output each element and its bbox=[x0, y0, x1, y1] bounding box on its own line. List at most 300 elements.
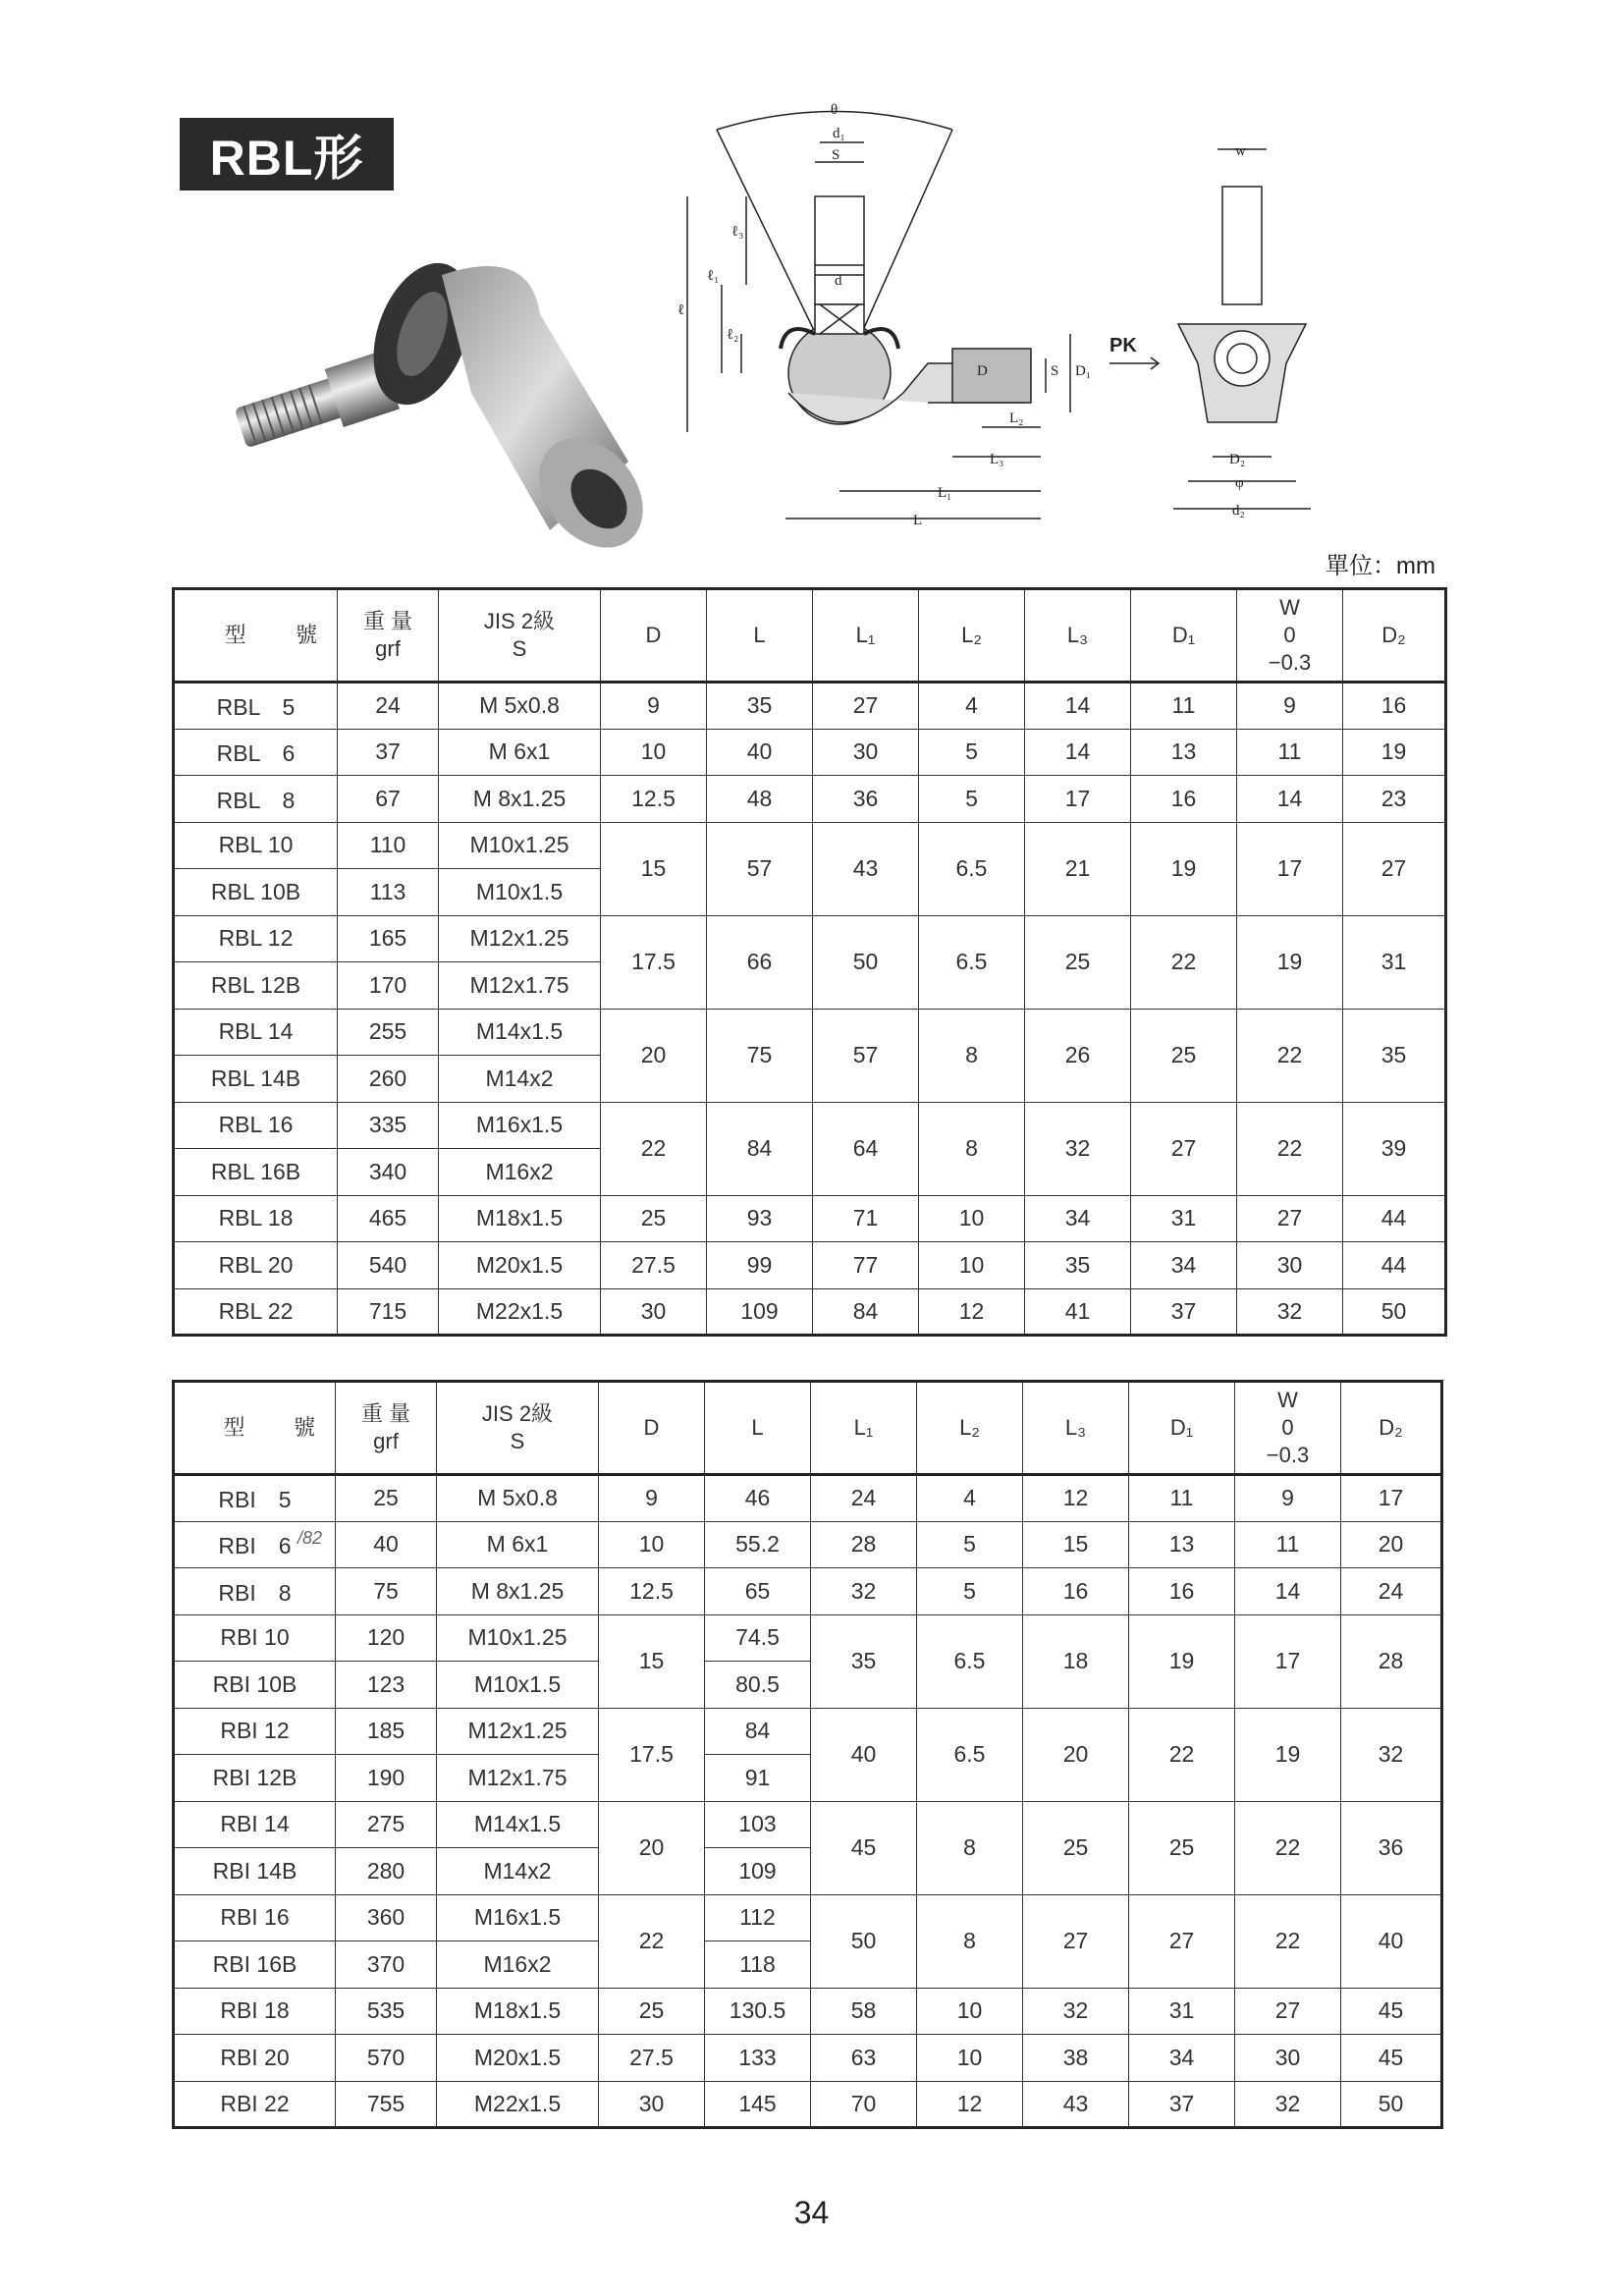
D-cell: 27.5 bbox=[601, 1242, 707, 1289]
model-cell: RBL 14B bbox=[174, 1056, 338, 1103]
svg-text:S: S bbox=[1051, 363, 1059, 379]
W-cell: 9 bbox=[1235, 1475, 1341, 1522]
D1-cell: 16 bbox=[1129, 1568, 1235, 1615]
thread-cell: M 6x1 bbox=[437, 1521, 599, 1568]
weight-cell: 535 bbox=[336, 1988, 437, 2035]
thread-cell: M12x1.75 bbox=[437, 1755, 599, 1802]
W-cell: 19 bbox=[1235, 1708, 1341, 1801]
weight-cell: 75 bbox=[336, 1568, 437, 1615]
L-cell: 99 bbox=[707, 1242, 813, 1289]
L2-cell: 6.5 bbox=[919, 915, 1025, 1009]
L1-cell: 57 bbox=[813, 1009, 919, 1102]
unit-label: 單位：mm bbox=[1325, 553, 1435, 579]
weight-cell: 335 bbox=[338, 1102, 439, 1149]
D2-cell: 20 bbox=[1341, 1521, 1442, 1568]
svg-text:w: w bbox=[1235, 143, 1246, 159]
weight-cell: 24 bbox=[338, 683, 439, 730]
svg-text:D₁: D₁ bbox=[1075, 363, 1092, 379]
model-cell: RBL 16B bbox=[174, 1149, 338, 1196]
model-cell: RBL 8 bbox=[174, 776, 338, 823]
D-cell: 12.5 bbox=[601, 776, 707, 823]
model-cell: RBI 12 bbox=[174, 1708, 336, 1755]
model-cell: RBI 18 bbox=[174, 1988, 336, 2035]
L2-cell: 8 bbox=[917, 1894, 1023, 1988]
L-cell: 48 bbox=[707, 776, 813, 823]
D-cell: 20 bbox=[601, 1009, 707, 1102]
L2-cell: 8 bbox=[919, 1009, 1025, 1102]
D-cell: 10 bbox=[601, 729, 707, 776]
svg-text:D: D bbox=[977, 363, 988, 379]
D2-cell: 36 bbox=[1341, 1801, 1442, 1894]
L-cell: 130.5 bbox=[705, 1988, 811, 2035]
D1-cell: 27 bbox=[1129, 1894, 1235, 1988]
L-cell: 66 bbox=[707, 915, 813, 1009]
header-L3: L₃ bbox=[1025, 589, 1131, 683]
D-cell: 25 bbox=[599, 1988, 705, 2035]
header-thread: JIS 2級 S bbox=[437, 1382, 599, 1475]
L3-cell: 17 bbox=[1025, 776, 1131, 823]
L3-cell: 14 bbox=[1025, 729, 1131, 776]
L-cell: 145 bbox=[705, 2081, 811, 2128]
weight-cell: 370 bbox=[336, 1941, 437, 1989]
D2-cell: 16 bbox=[1343, 683, 1446, 730]
W-cell: 30 bbox=[1235, 2035, 1341, 2082]
model-cell: RBL 22 bbox=[174, 1288, 338, 1336]
weight-cell: 360 bbox=[336, 1894, 437, 1941]
header-L2: L₂ bbox=[919, 589, 1025, 683]
svg-text:d₁: d₁ bbox=[833, 126, 845, 141]
weight-cell: 280 bbox=[336, 1848, 437, 1895]
thread-cell: M12x1.75 bbox=[439, 962, 601, 1010]
D2-cell: 45 bbox=[1341, 2035, 1442, 2082]
weight-cell: 715 bbox=[338, 1288, 439, 1336]
L-cell: 65 bbox=[705, 1568, 811, 1615]
thread-cell: M 8x1.25 bbox=[439, 776, 601, 823]
L-cell: 75 bbox=[707, 1009, 813, 1102]
model-cell: RBL 20 bbox=[174, 1242, 338, 1289]
L-cell: 109 bbox=[707, 1288, 813, 1336]
model-cell: RBI 6 bbox=[174, 1521, 336, 1568]
table-row bbox=[174, 1009, 1446, 1056]
W-cell: 30 bbox=[1237, 1242, 1343, 1289]
L3-cell: 38 bbox=[1023, 2035, 1129, 2082]
D2-cell: 50 bbox=[1343, 1288, 1446, 1336]
thread-cell: M14x1.5 bbox=[437, 1801, 599, 1848]
model-cell: RBL 16 bbox=[174, 1102, 338, 1149]
L2-cell: 5 bbox=[917, 1521, 1023, 1568]
L-cell: 55.2 bbox=[705, 1521, 811, 1568]
thread-cell: M22x1.5 bbox=[437, 2081, 599, 2128]
svg-text:ℓ₂: ℓ₂ bbox=[727, 327, 739, 343]
D1-cell: 13 bbox=[1131, 729, 1237, 776]
model-cell: RBL 12B bbox=[174, 962, 338, 1010]
D1-cell: 25 bbox=[1129, 1801, 1235, 1894]
table-row bbox=[174, 1475, 1442, 1522]
D1-cell: 31 bbox=[1131, 1195, 1237, 1242]
D-cell: 30 bbox=[599, 2081, 705, 2128]
L3-cell: 41 bbox=[1025, 1288, 1131, 1336]
L1-cell: 70 bbox=[811, 2081, 917, 2128]
thread-cell: M16x2 bbox=[439, 1149, 601, 1196]
header-weight: 重 量 grf bbox=[336, 1382, 437, 1475]
L1-cell: 36 bbox=[813, 776, 919, 823]
W-cell: 22 bbox=[1237, 1009, 1343, 1102]
L3-cell: 16 bbox=[1023, 1568, 1129, 1615]
model-cell: RBI 16 bbox=[174, 1894, 336, 1941]
svg-text:ℓ: ℓ bbox=[677, 302, 685, 318]
D2-cell: 19 bbox=[1343, 729, 1446, 776]
header-model: 型 號 bbox=[174, 589, 338, 683]
weight-cell: 123 bbox=[336, 1662, 437, 1709]
model-cell: RBI 10 bbox=[174, 1614, 336, 1662]
table-header-row bbox=[174, 1382, 1442, 1475]
thread-cell: M 6x1 bbox=[439, 729, 601, 776]
L3-cell: 43 bbox=[1023, 2081, 1129, 2128]
W-cell: 27 bbox=[1237, 1195, 1343, 1242]
L-cell: 109 bbox=[705, 1848, 811, 1895]
D2-cell: 17 bbox=[1341, 1475, 1442, 1522]
L2-cell: 10 bbox=[919, 1195, 1025, 1242]
thread-cell: M22x1.5 bbox=[439, 1288, 601, 1336]
header-W: W 0 −0.3 bbox=[1235, 1382, 1341, 1475]
D1-cell: 27 bbox=[1131, 1102, 1237, 1195]
table-row bbox=[174, 2081, 1442, 2128]
L1-cell: 24 bbox=[811, 1475, 917, 1522]
thread-cell: M10x1.5 bbox=[437, 1662, 599, 1709]
thread-cell: M20x1.5 bbox=[439, 1242, 601, 1289]
header-weight: 重 量 grf bbox=[338, 589, 439, 683]
L2-cell: 6.5 bbox=[919, 822, 1025, 915]
L-cell: 103 bbox=[705, 1801, 811, 1848]
L2-cell: 6.5 bbox=[917, 1614, 1023, 1708]
W-cell: 19 bbox=[1237, 915, 1343, 1009]
product-photo bbox=[216, 236, 658, 560]
header-D: D bbox=[601, 589, 707, 683]
L3-cell: 27 bbox=[1023, 1894, 1129, 1988]
D1-cell: 37 bbox=[1131, 1288, 1237, 1336]
D-cell: 9 bbox=[599, 1475, 705, 1522]
svg-text:ℓ₃: ℓ₃ bbox=[731, 224, 744, 240]
thread-cell: M10x1.25 bbox=[439, 822, 601, 869]
svg-text:PK: PK bbox=[1109, 335, 1137, 356]
L-cell: 35 bbox=[707, 683, 813, 730]
L2-cell: 8 bbox=[917, 1801, 1023, 1894]
D1-cell: 37 bbox=[1129, 2081, 1235, 2128]
D2-cell: 39 bbox=[1343, 1102, 1446, 1195]
D2-cell: 31 bbox=[1343, 915, 1446, 1009]
model-cell: RBL 10 bbox=[174, 822, 338, 869]
svg-text:d: d bbox=[835, 273, 842, 289]
D2-cell: 44 bbox=[1343, 1195, 1446, 1242]
thread-cell: M20x1.5 bbox=[437, 2035, 599, 2082]
thread-cell: M16x1.5 bbox=[437, 1894, 599, 1941]
D1-cell: 19 bbox=[1129, 1614, 1235, 1708]
L3-cell: 21 bbox=[1025, 822, 1131, 915]
weight-cell: 340 bbox=[338, 1149, 439, 1196]
header-D1: D₁ bbox=[1131, 589, 1237, 683]
L1-cell: 50 bbox=[811, 1894, 917, 1988]
D2-cell: 50 bbox=[1341, 2081, 1442, 2128]
L1-cell: 35 bbox=[811, 1614, 917, 1708]
L-cell: 84 bbox=[705, 1708, 811, 1755]
weight-cell: 37 bbox=[338, 729, 439, 776]
L-cell: 40 bbox=[707, 729, 813, 776]
weight-cell: 185 bbox=[336, 1708, 437, 1755]
L3-cell: 12 bbox=[1023, 1475, 1129, 1522]
svg-text:ℓ₁: ℓ₁ bbox=[707, 268, 720, 284]
D2-cell: 23 bbox=[1343, 776, 1446, 823]
D2-cell: 40 bbox=[1341, 1894, 1442, 1988]
header-L2: L₂ bbox=[917, 1382, 1023, 1475]
D-cell: 22 bbox=[599, 1894, 705, 1988]
L-cell: 46 bbox=[705, 1475, 811, 1522]
D-cell: 12.5 bbox=[599, 1568, 705, 1615]
technical-drawing bbox=[677, 98, 1316, 530]
D2-cell: 44 bbox=[1343, 1242, 1446, 1289]
table-row bbox=[174, 915, 1446, 962]
L2-cell: 6.5 bbox=[917, 1708, 1023, 1801]
D1-cell: 22 bbox=[1131, 915, 1237, 1009]
weight-cell: 113 bbox=[338, 869, 439, 916]
W-cell: 17 bbox=[1235, 1614, 1341, 1708]
D1-cell: 25 bbox=[1131, 1009, 1237, 1102]
D-cell: 20 bbox=[599, 1801, 705, 1894]
D-cell: 25 bbox=[601, 1195, 707, 1242]
L-cell: 112 bbox=[705, 1894, 811, 1941]
header-L: L bbox=[705, 1382, 811, 1475]
weight-cell: 40 bbox=[336, 1521, 437, 1568]
L1-cell: 43 bbox=[813, 822, 919, 915]
header-L3: L₃ bbox=[1023, 1382, 1129, 1475]
L1-cell: 58 bbox=[811, 1988, 917, 2035]
L3-cell: 35 bbox=[1025, 1242, 1131, 1289]
thread-cell: M 5x0.8 bbox=[437, 1475, 599, 1522]
table-row bbox=[174, 776, 1446, 823]
model-cell: RBI 12B bbox=[174, 1755, 336, 1802]
L2-cell: 4 bbox=[917, 1475, 1023, 1522]
svg-text:L₁: L₁ bbox=[938, 485, 952, 501]
W-cell: 11 bbox=[1235, 1521, 1341, 1568]
model-cell: RBL 10B bbox=[174, 869, 338, 916]
D1-cell: 11 bbox=[1131, 683, 1237, 730]
rbi-spec-table bbox=[172, 1380, 1443, 2129]
L1-cell: 28 bbox=[811, 1521, 917, 1568]
table-row bbox=[174, 1708, 1442, 1755]
L2-cell: 5 bbox=[919, 776, 1025, 823]
table-row bbox=[174, 1988, 1442, 2035]
D2-cell: 45 bbox=[1341, 1988, 1442, 2035]
D2-cell: 27 bbox=[1343, 822, 1446, 915]
thread-cell: M10x1.25 bbox=[437, 1614, 599, 1662]
weight-cell: 110 bbox=[338, 822, 439, 869]
L-cell: 93 bbox=[707, 1195, 813, 1242]
L3-cell: 14 bbox=[1025, 683, 1131, 730]
header-D1: D₁ bbox=[1129, 1382, 1235, 1475]
D2-cell: 32 bbox=[1341, 1708, 1442, 1801]
thread-cell: M16x1.5 bbox=[439, 1102, 601, 1149]
table-row bbox=[174, 1614, 1442, 1662]
table-row bbox=[174, 1102, 1446, 1149]
L3-cell: 20 bbox=[1023, 1708, 1129, 1801]
svg-text:L: L bbox=[913, 513, 923, 528]
D1-cell: 13 bbox=[1129, 1521, 1235, 1568]
weight-cell: 275 bbox=[336, 1801, 437, 1848]
model-cell: RBL 14 bbox=[174, 1009, 338, 1056]
D1-cell: 19 bbox=[1131, 822, 1237, 915]
W-cell: 32 bbox=[1237, 1288, 1343, 1336]
W-cell: 14 bbox=[1237, 776, 1343, 823]
weight-cell: 570 bbox=[336, 2035, 437, 2082]
table-row bbox=[174, 1288, 1446, 1336]
thread-cell: M 8x1.25 bbox=[437, 1568, 599, 1615]
thread-cell: M 5x0.8 bbox=[439, 683, 601, 730]
L1-cell: 71 bbox=[813, 1195, 919, 1242]
svg-text:φ: φ bbox=[1235, 475, 1244, 491]
header-L1: L₁ bbox=[811, 1382, 917, 1475]
L1-cell: 30 bbox=[813, 729, 919, 776]
L-cell: 91 bbox=[705, 1755, 811, 1802]
thread-cell: M14x1.5 bbox=[439, 1009, 601, 1056]
W-cell: 14 bbox=[1235, 1568, 1341, 1615]
table-row bbox=[174, 1242, 1446, 1289]
L2-cell: 10 bbox=[917, 2035, 1023, 2082]
L-cell: 80.5 bbox=[705, 1662, 811, 1709]
L3-cell: 18 bbox=[1023, 1614, 1129, 1708]
D1-cell: 34 bbox=[1129, 2035, 1235, 2082]
table-row bbox=[174, 2035, 1442, 2082]
model-cell: RBI 5 bbox=[174, 1475, 336, 1522]
svg-text:L₃: L₃ bbox=[990, 452, 1004, 467]
L1-cell: 50 bbox=[813, 915, 919, 1009]
L2-cell: 10 bbox=[917, 1988, 1023, 2035]
header-D2: D₂ bbox=[1343, 589, 1446, 683]
L2-cell: 5 bbox=[919, 729, 1025, 776]
weight-cell: 165 bbox=[338, 915, 439, 962]
L3-cell: 34 bbox=[1025, 1195, 1131, 1242]
L1-cell: 84 bbox=[813, 1288, 919, 1336]
L-cell: 57 bbox=[707, 822, 813, 915]
D1-cell: 34 bbox=[1131, 1242, 1237, 1289]
table-row bbox=[174, 1568, 1442, 1615]
L1-cell: 77 bbox=[813, 1242, 919, 1289]
L3-cell: 32 bbox=[1023, 1988, 1129, 2035]
D-cell: 17.5 bbox=[601, 915, 707, 1009]
model-cell: RBL 6 bbox=[174, 729, 338, 776]
W-cell: 11 bbox=[1237, 729, 1343, 776]
model-cell: RBI 22 bbox=[174, 2081, 336, 2128]
L1-cell: 45 bbox=[811, 1801, 917, 1894]
weight-cell: 260 bbox=[338, 1056, 439, 1103]
D1-cell: 31 bbox=[1129, 1988, 1235, 2035]
D2-cell: 28 bbox=[1341, 1614, 1442, 1708]
thread-cell: M14x2 bbox=[437, 1848, 599, 1895]
weight-cell: 190 bbox=[336, 1755, 437, 1802]
W-cell: 32 bbox=[1235, 2081, 1341, 2128]
D-cell: 22 bbox=[601, 1102, 707, 1195]
L1-cell: 40 bbox=[811, 1708, 917, 1801]
L3-cell: 25 bbox=[1025, 915, 1131, 1009]
weight-cell: 170 bbox=[338, 962, 439, 1010]
header-L1: L₁ bbox=[813, 589, 919, 683]
weight-cell: 67 bbox=[338, 776, 439, 823]
table-row bbox=[174, 822, 1446, 869]
model-cell: RBI 10B bbox=[174, 1662, 336, 1709]
thread-cell: M12x1.25 bbox=[437, 1708, 599, 1755]
svg-text:S: S bbox=[832, 147, 840, 163]
header-model: 型 號 bbox=[174, 1382, 336, 1475]
svg-text:θ: θ bbox=[831, 102, 839, 118]
page-number: 34 bbox=[793, 2195, 830, 2230]
L2-cell: 12 bbox=[919, 1288, 1025, 1336]
D1-cell: 22 bbox=[1129, 1708, 1235, 1801]
table-row bbox=[174, 1521, 1442, 1568]
header-L: L bbox=[707, 589, 813, 683]
L2-cell: 4 bbox=[919, 683, 1025, 730]
handwritten-note: /82 bbox=[298, 1528, 323, 1548]
model-cell: RBI 20 bbox=[174, 2035, 336, 2082]
svg-text:L₂: L₂ bbox=[1009, 410, 1024, 426]
weight-cell: 120 bbox=[336, 1614, 437, 1662]
D-cell: 27.5 bbox=[599, 2035, 705, 2082]
thread-cell: M18x1.5 bbox=[439, 1195, 601, 1242]
header-thread: JIS 2級 S bbox=[439, 589, 601, 683]
model-cell: RBL 5 bbox=[174, 683, 338, 730]
L3-cell: 32 bbox=[1025, 1102, 1131, 1195]
D-cell: 30 bbox=[601, 1288, 707, 1336]
W-cell: 9 bbox=[1237, 683, 1343, 730]
L1-cell: 32 bbox=[811, 1568, 917, 1615]
L1-cell: 64 bbox=[813, 1102, 919, 1195]
L1-cell: 27 bbox=[813, 683, 919, 730]
L2-cell: 8 bbox=[919, 1102, 1025, 1195]
L-cell: 118 bbox=[705, 1941, 811, 1989]
table-header-row bbox=[174, 589, 1446, 683]
table-row bbox=[174, 729, 1446, 776]
header-D2: D₂ bbox=[1341, 1382, 1442, 1475]
W-cell: 22 bbox=[1235, 1894, 1341, 1988]
L3-cell: 26 bbox=[1025, 1009, 1131, 1102]
weight-cell: 755 bbox=[336, 2081, 437, 2128]
W-cell: 27 bbox=[1235, 1988, 1341, 2035]
D-cell: 9 bbox=[601, 683, 707, 730]
table-row bbox=[174, 1894, 1442, 1941]
L-cell: 84 bbox=[707, 1102, 813, 1195]
L2-cell: 5 bbox=[917, 1568, 1023, 1615]
header-W: W 0 −0.3 bbox=[1237, 589, 1343, 683]
header-D: D bbox=[599, 1382, 705, 1475]
D-cell: 17.5 bbox=[599, 1708, 705, 1801]
L1-cell: 63 bbox=[811, 2035, 917, 2082]
svg-text:d₂: d₂ bbox=[1232, 503, 1245, 519]
model-cell: RBI 16B bbox=[174, 1941, 336, 1989]
thread-cell: M10x1.5 bbox=[439, 869, 601, 916]
D-cell: 10 bbox=[599, 1521, 705, 1568]
W-cell: 22 bbox=[1237, 1102, 1343, 1195]
table-row bbox=[174, 1195, 1446, 1242]
L-cell: 133 bbox=[705, 2035, 811, 2082]
weight-cell: 255 bbox=[338, 1009, 439, 1056]
model-cell: RBL 12 bbox=[174, 915, 338, 962]
thread-cell: M16x2 bbox=[437, 1941, 599, 1989]
rbl-spec-table bbox=[172, 587, 1447, 1337]
L2-cell: 10 bbox=[919, 1242, 1025, 1289]
model-cell: RBI 14B bbox=[174, 1848, 336, 1895]
page-title: RBL形 bbox=[180, 118, 394, 191]
D1-cell: 11 bbox=[1129, 1475, 1235, 1522]
L2-cell: 12 bbox=[917, 2081, 1023, 2128]
L3-cell: 25 bbox=[1023, 1801, 1129, 1894]
L-cell: 74.5 bbox=[705, 1614, 811, 1662]
